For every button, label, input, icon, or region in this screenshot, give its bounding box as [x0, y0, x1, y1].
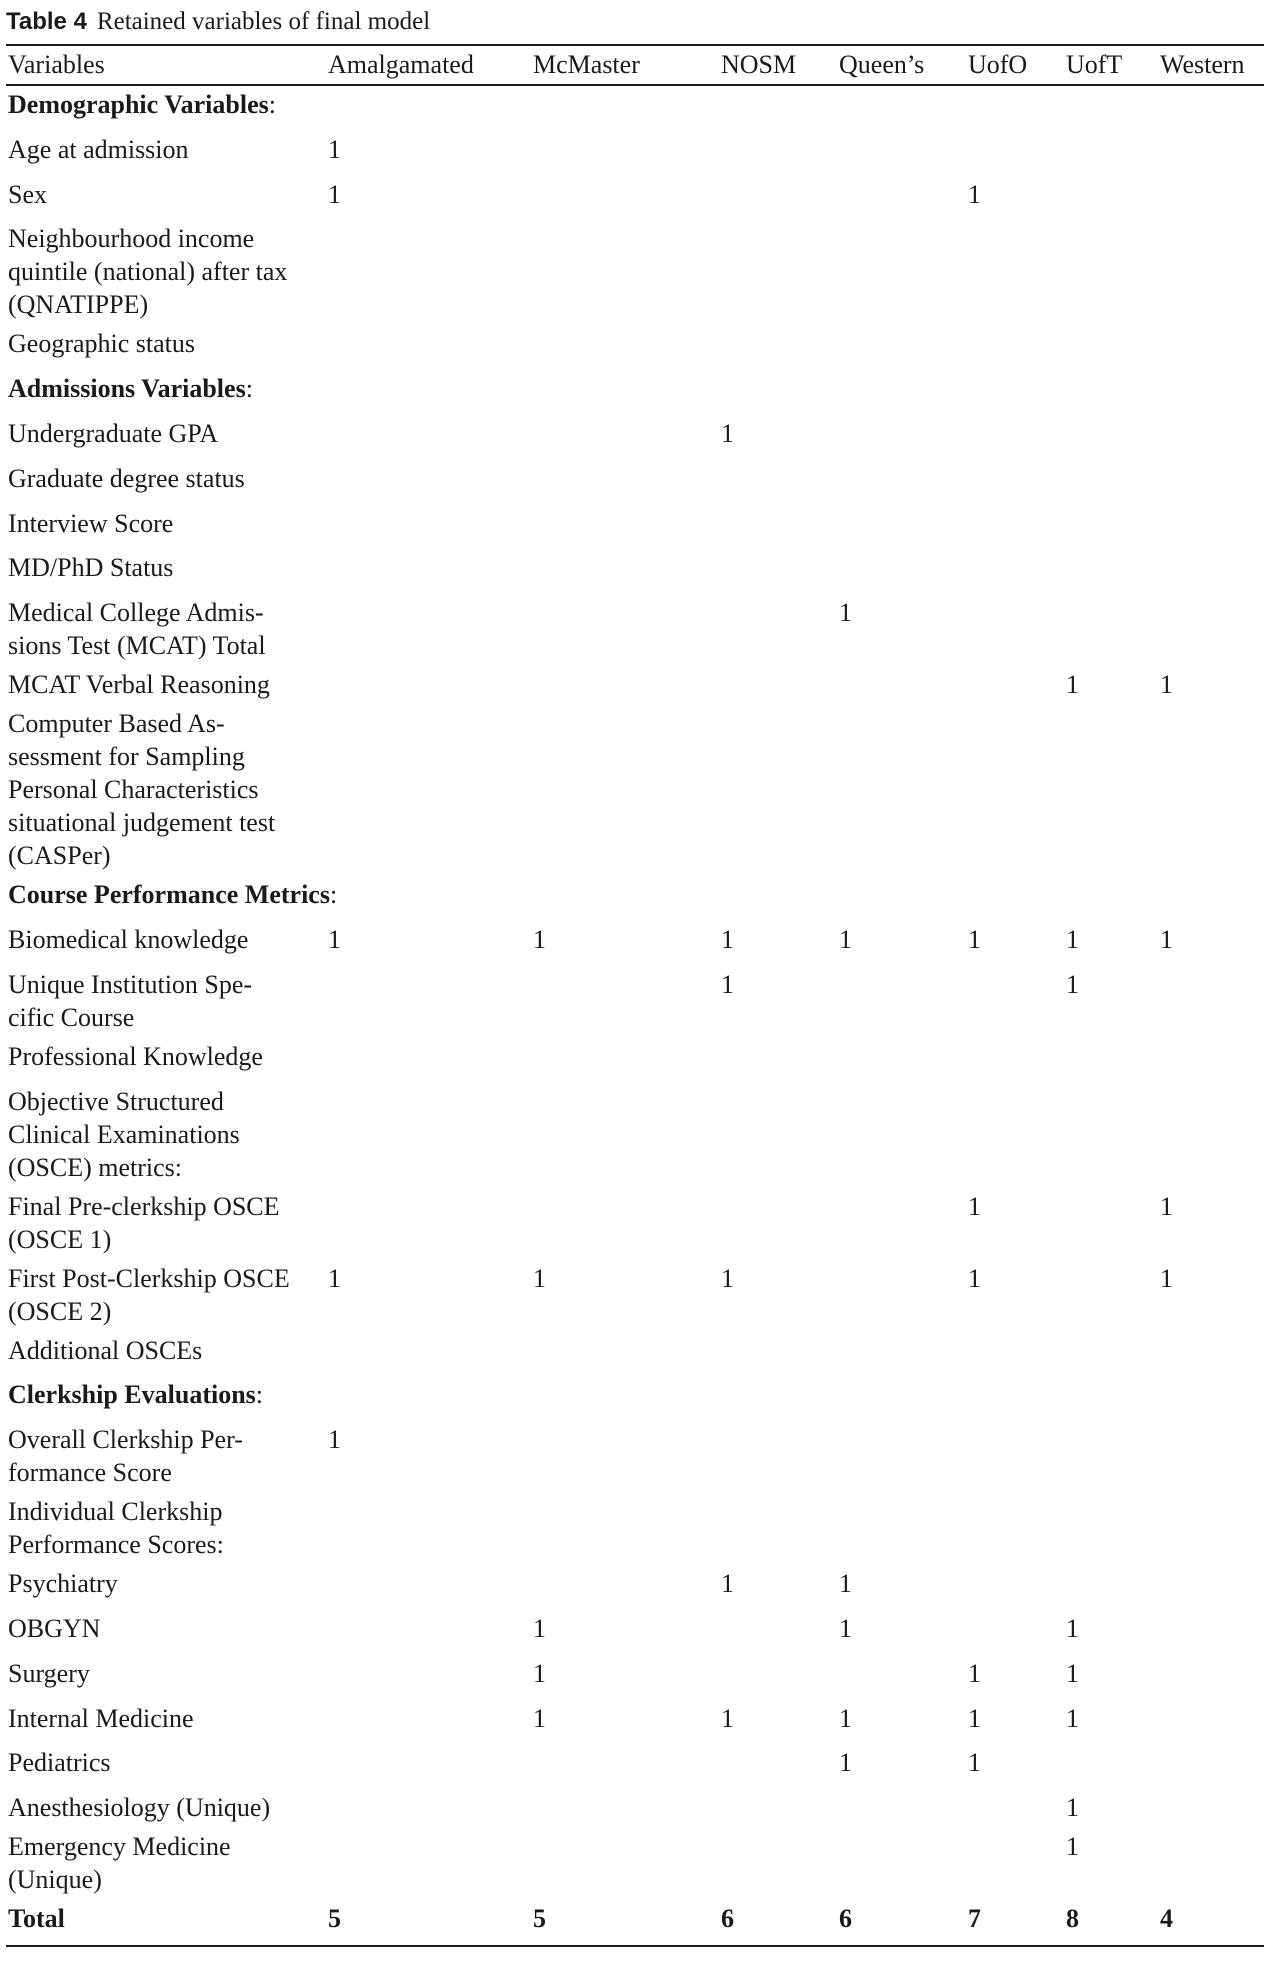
- cell-value: [1056, 220, 1152, 325]
- table-row: [6, 325, 1264, 370]
- cell-value: [1152, 1610, 1264, 1655]
- cell-value: [958, 1038, 1056, 1083]
- table-row: [6, 549, 1264, 594]
- table-row: [6, 1260, 1264, 1332]
- cell-value: 1: [721, 924, 734, 954]
- cell-value: [316, 1828, 523, 1900]
- cell-value: [1152, 1744, 1264, 1789]
- cell-value: [832, 666, 958, 705]
- cell-value: 1: [1066, 924, 1079, 954]
- table-row: [6, 1038, 1264, 1083]
- table-row: [6, 1828, 1264, 1900]
- table-row: [6, 966, 1264, 1038]
- cell-value: 1: [328, 1425, 341, 1455]
- cell-value: [523, 176, 717, 221]
- table-row: [6, 1493, 1264, 1565]
- cell-value: [316, 1655, 523, 1700]
- retained-variables-table: [6, 44, 1264, 1947]
- table-row: [6, 131, 1264, 176]
- cell-value: [832, 415, 958, 460]
- cell-value: [316, 1789, 523, 1828]
- table-row: [6, 505, 1264, 550]
- row-label: Medical College Admis-sions Test (MCAT) Total: [8, 598, 266, 661]
- cell-value: [832, 220, 958, 325]
- cell-value: [1056, 325, 1152, 370]
- cell-value: [1056, 1260, 1152, 1332]
- cell-value: [1152, 460, 1264, 505]
- cell-value: [1152, 325, 1264, 370]
- cell-value: [832, 1038, 958, 1083]
- cell-value: [832, 1421, 958, 1493]
- cell-value: [717, 1332, 832, 1377]
- section-row: [6, 876, 1264, 921]
- cell-value: [958, 460, 1056, 505]
- cell-value: [1152, 1493, 1264, 1565]
- cell-value: 1: [839, 598, 852, 628]
- cell-value: 1: [721, 1263, 734, 1293]
- section-row: [6, 1376, 1264, 1421]
- header-western: Western: [1160, 50, 1245, 79]
- header-uoft: UofT: [1066, 50, 1123, 79]
- cell-value: [316, 1493, 523, 1565]
- cell-value: [717, 1828, 832, 1900]
- cell-value: [832, 505, 958, 550]
- cell-value: [316, 549, 523, 594]
- row-label: Final Pre-clerkship OSCE (OSCE 1): [8, 1191, 280, 1254]
- cell-value: [832, 705, 958, 876]
- table-row: [6, 921, 1264, 966]
- table-title: Retained variables of final model: [96, 8, 431, 35]
- cell-value: 1: [1066, 1613, 1079, 1643]
- cell-value: [1152, 505, 1264, 550]
- cell-value: [316, 460, 523, 505]
- table-row: [6, 1565, 1264, 1610]
- row-label: Psychiatry: [8, 1569, 118, 1599]
- cell-value: [1056, 1188, 1152, 1260]
- cell-value: [523, 1565, 717, 1610]
- total-value: 4: [1160, 1904, 1173, 1934]
- cell-value: 1: [721, 418, 734, 448]
- cell-value: 1: [721, 1703, 734, 1733]
- cell-value: [832, 1188, 958, 1260]
- cell-value: [717, 505, 832, 550]
- cell-value: [523, 131, 717, 176]
- cell-value: [523, 220, 717, 325]
- cell-value: [316, 1083, 523, 1188]
- cell-value: [958, 1083, 1056, 1188]
- cell-value: [1152, 1828, 1264, 1900]
- cell-value: [958, 1493, 1056, 1565]
- header-amalgamated: Amalgamated: [328, 50, 474, 79]
- cell-value: [316, 220, 523, 325]
- cell-value: [316, 1188, 523, 1260]
- cell-value: [832, 460, 958, 505]
- cell-value: [958, 1565, 1056, 1610]
- cell-value: [717, 1655, 832, 1700]
- section-course: Course Performance Metrics:: [8, 880, 338, 910]
- table-row: [6, 1744, 1264, 1789]
- cell-value: [1152, 594, 1264, 666]
- cell-value: 1: [968, 1658, 981, 1688]
- cell-value: [958, 220, 1056, 325]
- row-label: Objective Structured Clinical Examinations (OSCE) metrics:: [8, 1086, 240, 1182]
- table-row: [6, 1188, 1264, 1260]
- table-row: [6, 594, 1264, 666]
- cell-value: [1152, 1083, 1264, 1188]
- row-label: Biomedical knowledge: [8, 924, 249, 954]
- cell-value: [1152, 1332, 1264, 1377]
- cell-value: [717, 666, 832, 705]
- table-row: [6, 176, 1264, 221]
- cell-value: 1: [1066, 1832, 1079, 1862]
- cell-value: 1: [533, 1263, 546, 1293]
- row-label: Undergraduate GPA: [8, 418, 219, 448]
- table-row: [6, 1700, 1264, 1745]
- cell-value: [316, 505, 523, 550]
- cell-value: 1: [721, 1569, 734, 1599]
- row-label: Emergency Medicine (Unique): [8, 1832, 231, 1895]
- section-row: [6, 370, 1264, 415]
- cell-value: 1: [1066, 1703, 1079, 1733]
- cell-value: [316, 325, 523, 370]
- table-body: [6, 85, 1264, 1946]
- cell-value: [1056, 460, 1152, 505]
- table-container: [6, 0, 1264, 1947]
- row-label: Internal Medicine: [8, 1703, 194, 1733]
- cell-value: [958, 131, 1056, 176]
- row-label: Neighbourhood income quintile (national) after tax (QNATIPPE): [8, 224, 288, 320]
- cell-value: [1056, 1565, 1152, 1610]
- cell-value: [717, 705, 832, 876]
- table-row: [6, 1655, 1264, 1700]
- total-value: 5: [328, 1904, 341, 1934]
- total-row: [6, 1900, 1264, 1946]
- cell-value: [316, 1332, 523, 1377]
- cell-value: [523, 415, 717, 460]
- cell-value: [1152, 1700, 1264, 1745]
- cell-value: [832, 325, 958, 370]
- cell-value: 1: [328, 1263, 341, 1293]
- cell-value: [958, 966, 1056, 1038]
- cell-value: [316, 594, 523, 666]
- cell-value: [832, 1655, 958, 1700]
- cell-value: [316, 1565, 523, 1610]
- table-row: [6, 1083, 1264, 1188]
- row-label: Pediatrics: [8, 1748, 111, 1778]
- cell-value: [1152, 705, 1264, 876]
- cell-value: [958, 666, 1056, 705]
- cell-value: [717, 1038, 832, 1083]
- cell-value: 1: [1066, 969, 1079, 999]
- cell-value: [1152, 1565, 1264, 1610]
- cell-value: [958, 549, 1056, 594]
- header-nosm: NOSM: [721, 50, 797, 79]
- cell-value: [316, 1610, 523, 1655]
- cell-value: [832, 176, 958, 221]
- row-label: Unique Institution Spe-cific Course: [8, 969, 253, 1032]
- table-row: [6, 666, 1264, 705]
- cell-value: [1152, 1421, 1264, 1493]
- cell-value: [523, 505, 717, 550]
- table-row: [6, 1332, 1264, 1377]
- row-label: Sex: [8, 179, 47, 209]
- cell-value: 1: [533, 1703, 546, 1733]
- cell-value: [832, 549, 958, 594]
- table-row: [6, 460, 1264, 505]
- cell-value: [316, 1038, 523, 1083]
- cell-value: [1056, 594, 1152, 666]
- cell-value: [1056, 1744, 1152, 1789]
- cell-value: [523, 594, 717, 666]
- table-row: [6, 705, 1264, 876]
- total-label: Total: [8, 1904, 65, 1934]
- cell-value: 1: [839, 1703, 852, 1733]
- row-label: Interview Score: [8, 508, 174, 538]
- row-label: First Post-Clerkship OSCE (OSCE 2): [8, 1263, 290, 1326]
- table-row: [6, 220, 1264, 325]
- cell-value: [1152, 549, 1264, 594]
- cell-value: [1056, 549, 1152, 594]
- cell-value: [1056, 1332, 1152, 1377]
- header-variables: Variables: [8, 50, 105, 79]
- cell-value: 1: [1066, 670, 1079, 700]
- cell-value: [717, 1744, 832, 1789]
- row-label: MCAT Verbal Reasoning: [8, 670, 270, 700]
- cell-value: [523, 705, 717, 876]
- row-label: Professional Knowledge: [8, 1041, 263, 1071]
- table-number: Table 4: [6, 8, 87, 35]
- cell-value: [832, 131, 958, 176]
- cell-value: [958, 1610, 1056, 1655]
- cell-value: [523, 1493, 717, 1565]
- total-value: 6: [839, 1904, 852, 1934]
- cell-value: [1152, 176, 1264, 221]
- header-row: [6, 45, 1264, 85]
- row-label: Overall Clerkship Per-formance Score: [8, 1425, 243, 1488]
- cell-value: 1: [968, 179, 981, 209]
- cell-value: [717, 131, 832, 176]
- cell-value: [717, 1789, 832, 1828]
- table-caption: [6, 0, 1264, 44]
- cell-value: [523, 966, 717, 1038]
- cell-value: [1056, 705, 1152, 876]
- cell-value: [523, 1332, 717, 1377]
- cell-value: [1056, 1493, 1152, 1565]
- cell-value: [523, 1038, 717, 1083]
- cell-value: 1: [721, 969, 734, 999]
- cell-value: 1: [1066, 1793, 1079, 1823]
- cell-value: [832, 1260, 958, 1332]
- cell-value: [832, 1332, 958, 1377]
- cell-value: 1: [839, 1569, 852, 1599]
- header-uofo: UofO: [968, 50, 1028, 79]
- cell-value: [523, 1828, 717, 1900]
- row-label: Additional OSCEs: [8, 1335, 203, 1365]
- cell-value: 1: [1160, 670, 1173, 700]
- cell-value: [316, 415, 523, 460]
- cell-value: [717, 325, 832, 370]
- cell-value: [717, 460, 832, 505]
- cell-value: [717, 1610, 832, 1655]
- cell-value: [1152, 1789, 1264, 1828]
- cell-value: 1: [328, 179, 341, 209]
- cell-value: [958, 1421, 1056, 1493]
- cell-value: [1056, 1421, 1152, 1493]
- cell-value: [523, 666, 717, 705]
- cell-value: [1056, 505, 1152, 550]
- cell-value: 1: [533, 1613, 546, 1643]
- cell-value: [523, 1188, 717, 1260]
- cell-value: 1: [328, 134, 341, 164]
- cell-value: [717, 1421, 832, 1493]
- cell-value: [523, 549, 717, 594]
- cell-value: [958, 1828, 1056, 1900]
- cell-value: 1: [328, 924, 341, 954]
- section-row: [6, 85, 1264, 131]
- cell-value: [523, 1744, 717, 1789]
- row-label: Computer Based As-sessment for Sampling Personal Characteristics situational judgement test (CASPer): [8, 709, 276, 871]
- total-value: 6: [721, 1904, 734, 1934]
- cell-value: [1152, 1655, 1264, 1700]
- table-row: [6, 415, 1264, 460]
- cell-value: [523, 460, 717, 505]
- cell-value: [717, 1188, 832, 1260]
- cell-value: 1: [533, 924, 546, 954]
- cell-value: [316, 705, 523, 876]
- cell-value: 1: [968, 1703, 981, 1733]
- cell-value: [1152, 220, 1264, 325]
- total-value: 5: [533, 1904, 546, 1934]
- row-label: OBGYN: [8, 1613, 101, 1643]
- header-mcmaster: McMaster: [533, 50, 640, 79]
- cell-value: 1: [968, 1748, 981, 1778]
- cell-value: [717, 594, 832, 666]
- cell-value: [958, 415, 1056, 460]
- cell-value: [717, 1083, 832, 1188]
- total-value: 8: [1066, 1904, 1079, 1934]
- cell-value: [717, 1493, 832, 1565]
- cell-value: [1152, 131, 1264, 176]
- cell-value: [316, 1700, 523, 1745]
- cell-value: [1056, 1083, 1152, 1188]
- row-label: Anesthesiology (Unique): [8, 1793, 271, 1823]
- cell-value: 1: [839, 924, 852, 954]
- cell-value: [1152, 415, 1264, 460]
- cell-value: [958, 594, 1056, 666]
- cell-value: [832, 1789, 958, 1828]
- row-label: Individual Clerkship Performance Scores:: [8, 1497, 224, 1560]
- cell-value: 1: [1066, 1658, 1079, 1688]
- table-row: [6, 1789, 1264, 1828]
- row-label: Surgery: [8, 1658, 90, 1688]
- cell-value: 1: [968, 1191, 981, 1221]
- header-queens: Queen’s: [839, 50, 925, 79]
- cell-value: [1056, 131, 1152, 176]
- cell-value: [1152, 966, 1264, 1038]
- cell-value: 1: [1160, 1263, 1173, 1293]
- cell-value: [523, 1789, 717, 1828]
- cell-value: [523, 1421, 717, 1493]
- cell-value: [717, 176, 832, 221]
- cell-value: 1: [533, 1658, 546, 1688]
- section-demographic: Demographic Variables:: [8, 90, 276, 119]
- cell-value: 1: [968, 924, 981, 954]
- cell-value: [717, 549, 832, 594]
- cell-value: 1: [1160, 924, 1173, 954]
- cell-value: [523, 325, 717, 370]
- cell-value: [523, 1083, 717, 1188]
- table-row: [6, 1610, 1264, 1655]
- cell-value: 1: [839, 1613, 852, 1643]
- row-label: Graduate degree status: [8, 463, 245, 493]
- cell-value: [832, 966, 958, 1038]
- cell-value: [1056, 1038, 1152, 1083]
- table-row: [6, 1421, 1264, 1493]
- cell-value: 1: [1160, 1191, 1173, 1221]
- row-label: Geographic status: [8, 329, 196, 359]
- cell-value: [316, 966, 523, 1038]
- cell-value: [958, 705, 1056, 876]
- cell-value: 1: [968, 1263, 981, 1293]
- section-clerkship: Clerkship Evaluations:: [8, 1380, 264, 1410]
- cell-value: [832, 1493, 958, 1565]
- cell-value: [1152, 1038, 1264, 1083]
- cell-value: [832, 1828, 958, 1900]
- section-admissions: Admissions Variables:: [8, 374, 253, 404]
- row-label: Age at admission: [8, 134, 189, 164]
- cell-value: [958, 1332, 1056, 1377]
- cell-value: 1: [839, 1748, 852, 1778]
- cell-value: [958, 325, 1056, 370]
- cell-value: [316, 666, 523, 705]
- cell-value: [1056, 176, 1152, 221]
- total-value: 7: [968, 1904, 981, 1934]
- cell-value: [316, 1744, 523, 1789]
- cell-value: [958, 505, 1056, 550]
- cell-value: [958, 1789, 1056, 1828]
- cell-value: [1056, 415, 1152, 460]
- row-label: MD/PhD Status: [8, 553, 174, 583]
- cell-value: [717, 220, 832, 325]
- cell-value: [832, 1083, 958, 1188]
